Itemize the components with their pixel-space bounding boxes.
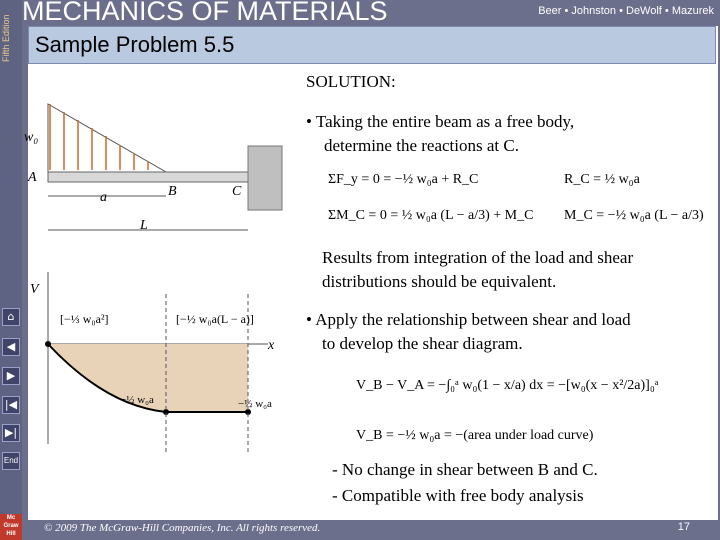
- course-title: MECHANICS OF MATERIALS: [22, 0, 388, 26]
- solution-label: SOLUTION:: [306, 72, 396, 91]
- page-number: 17: [677, 521, 690, 533]
- slide-title: Sample Problem 5.5: [35, 32, 235, 57]
- equation-moment-sum: ΣM_C = 0 = ½ w₀a (L − a/3) + M_C: [328, 208, 534, 223]
- arrow-left-icon[interactable]: ◀: [2, 338, 20, 356]
- footer: [28, 520, 718, 540]
- end-button[interactable]: End: [2, 452, 20, 470]
- point-a-label: A: [28, 170, 37, 185]
- arrow-right-icon[interactable]: ▶: [2, 367, 20, 385]
- note-line1: Results from integration of the load and shear: [322, 248, 634, 267]
- edition-label: Fifth Edition: [1, 14, 11, 62]
- dimension-l-label: L: [140, 218, 148, 233]
- bullet1-line2: determine the reactions at C.: [324, 136, 519, 155]
- bullet2-line1: • Apply the relationship between shear and load: [306, 310, 631, 329]
- last-slide-icon[interactable]: ▶|: [2, 424, 20, 442]
- left-sidebar: [0, 0, 22, 540]
- home-icon[interactable]: ⌂: [2, 308, 20, 326]
- shear-axis-label: V: [30, 282, 39, 297]
- dash-line1: - No change in shear between B and C.: [332, 460, 598, 479]
- note-line2: distributions should be equivalent.: [322, 272, 557, 291]
- authors: Beer • Johnston • DeWolf • Mazurek: [538, 5, 714, 17]
- first-slide-icon[interactable]: |◀: [2, 396, 20, 414]
- equation-force-sum: ΣF_y = 0 = −½ w₀a + R_C: [328, 172, 479, 187]
- header: [22, 0, 720, 28]
- area1-label: [−⅓ w₀a²]: [60, 312, 109, 326]
- bullet1-line1: • Taking the entire beam as a free body,: [306, 112, 575, 131]
- slide-content: [24, 26, 718, 540]
- x-axis-label: x: [268, 338, 275, 353]
- shear-at-b-label: −½ w₀a: [120, 394, 154, 406]
- equation-moment-mc: M_C = −½ w₀a (L − a/3): [564, 208, 704, 223]
- bullet2-line2: to develop the shear diagram.: [322, 334, 523, 353]
- publisher-logo: Mc Graw Hill: [0, 514, 22, 540]
- dash-line2: - Compatible with free body analysis: [332, 486, 584, 505]
- load-intensity-label: w₀: [24, 130, 39, 145]
- equation-shear-vb: V_B = −½ w₀a = −(area under load curve): [356, 428, 594, 443]
- title-bar: [28, 26, 716, 64]
- dimension-a-label: a: [100, 190, 107, 205]
- area2-label: [−½ w₀a(L − a)]: [176, 312, 254, 326]
- point-b-label: B: [168, 184, 177, 199]
- point-c-label: C: [232, 184, 242, 199]
- shear-at-c-label: −½ w₀a: [238, 398, 272, 410]
- equation-shear-integral: V_B − V_A = −∫₀ᵃ w₀(1 − x/a) dx = −[w₀(x − x²/2a)]₀ᵃ: [356, 378, 659, 393]
- equation-reaction-rc: R_C = ½ w₀a: [564, 172, 640, 187]
- copyright: © 2009 The McGraw-Hill Companies, Inc. All rights reserved.: [44, 522, 321, 534]
